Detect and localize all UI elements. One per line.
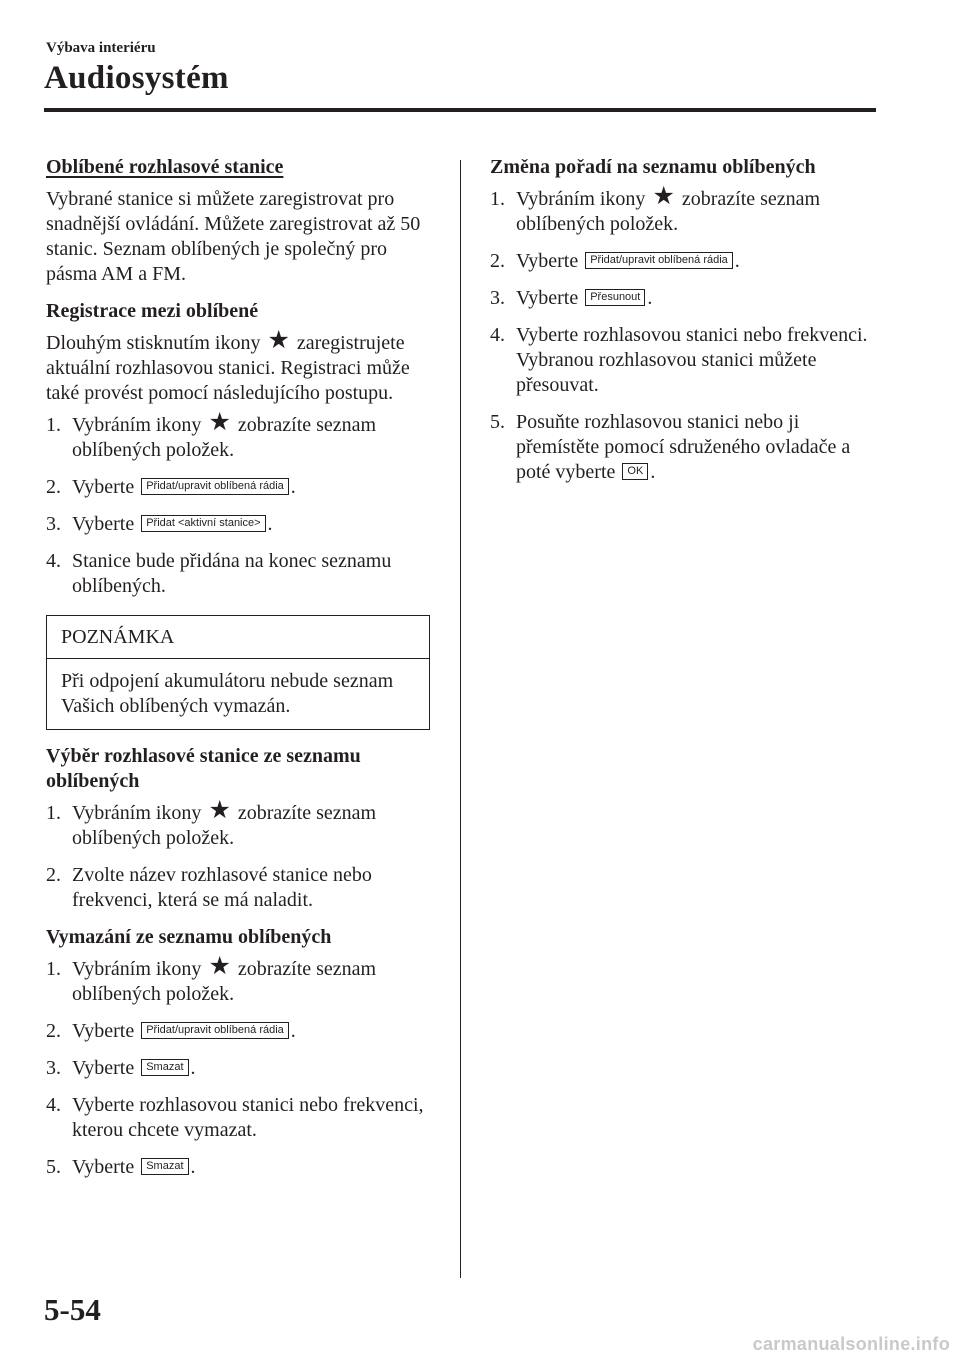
list-item: 4. Stanice bude přidána na konec seznamu oblíbených. [46, 550, 392, 597]
list-item: 3. Vyberte Přesunout . [490, 287, 653, 309]
screen-button-label: OK [622, 463, 648, 480]
registration-steps [46, 409, 436, 599]
list-item: 3. Vyberte Smazat . [46, 1057, 196, 1079]
star-icon: ★ [267, 327, 290, 354]
delete-heading: Vymazání ze seznamu oblíbených [46, 926, 332, 948]
list-item: 1. Vybráním ikony ★ zobrazíte seznam oblíbených položek. [46, 953, 377, 1005]
title-rule [44, 108, 876, 112]
star-icon: ★ [208, 409, 231, 436]
favorites-intro: Vybrané stanice si můžete zaregistrovat pro snadnější ovládání. Můžete zaregistrovat až 50 stanic. Seznam oblíbených je společný pro pásma AM a FM. [46, 188, 421, 285]
screen-button-label: Přidat/upravit oblíbená rádia [141, 478, 289, 495]
screen-button-label: Smazat [141, 1059, 188, 1076]
screen-button-label: Přidat/upravit oblíbená rádia [141, 1022, 289, 1039]
list-item: 1. Vybráním ikony ★ zobrazíte seznam oblíbených položek. [490, 183, 821, 235]
star-icon: ★ [652, 183, 675, 210]
reorder-steps [490, 183, 880, 485]
list-item: 2. Vyberte Přidat/upravit oblíbená rádia . [46, 476, 296, 498]
list-item: 2. Zvolte název rozhlasové stanice nebo frekvenci, která se má naladit. [46, 864, 372, 911]
left-column [46, 155, 436, 1192]
list-item: 3. Vyberte Přidat <aktivní stanice> . [46, 513, 273, 535]
chapter-title: Audiosystém [44, 60, 229, 96]
registration-heading: Registrace mezi oblíbené [46, 300, 259, 322]
reorder-heading: Změna pořadí na seznamu oblíbených [490, 156, 816, 178]
note-title: POZNÁMKA [47, 616, 429, 659]
star-icon: ★ [208, 797, 231, 824]
screen-button-label: Přesunout [585, 289, 645, 306]
list-item: 1. Vybráním ikony ★ zobrazíte seznam oblíbených položek. [46, 409, 377, 461]
section-label: Výbava interiéru [46, 40, 156, 56]
list-item: 5. Vyberte Smazat . [46, 1156, 196, 1178]
list-item: 4. Vyberte rozhlasovou stanici nebo frekvenci. Vybranou rozhlasovou stanici můžete přesouvat. [490, 324, 868, 396]
page-number: 5-54 [44, 1292, 101, 1327]
list-item: 2. Vyberte Přidat/upravit oblíbená rádia . [490, 250, 740, 272]
favorites-heading: Oblíbené rozhlasové stanice [46, 156, 284, 178]
screen-button-label: Smazat [141, 1158, 188, 1175]
selection-steps [46, 797, 436, 913]
selection-heading: Výběr rozhlasové stanice ze seznamu oblíbených [46, 745, 361, 792]
column-divider [460, 160, 461, 1278]
right-column [490, 155, 880, 497]
star-icon: ★ [208, 953, 231, 980]
list-item: 5. Posuňte rozhlasovou stanici nebo ji přemístěte pomocí sdruženého ovladače a poté vyberte OK . [490, 411, 851, 483]
list-item: 4. Vyberte rozhlasovou stanici nebo frekvenci, kterou chcete vymazat. [46, 1094, 424, 1141]
delete-steps [46, 953, 436, 1180]
watermark: carmanualsonline.info [752, 1334, 950, 1354]
note-text: Při odpojení akumulátoru nebude seznam Vašich oblíbených vymazán. [61, 670, 394, 717]
list-item: 1. Vybráním ikony ★ zobrazíte seznam oblíbených položek. [46, 797, 377, 849]
registration-paragraph: Dlouhým stisknutím ikony ★ zaregistrujete aktuální rozhlasovou stanici. Registraci může také provést pomocí následujícího postupu. [46, 327, 410, 404]
screen-button-label: Přidat/upravit oblíbená rádia [585, 252, 733, 269]
note-box [46, 615, 430, 730]
list-item: 2. Vyberte Přidat/upravit oblíbená rádia . [46, 1020, 296, 1042]
screen-button-label: Přidat <aktivní stanice> [141, 515, 265, 532]
